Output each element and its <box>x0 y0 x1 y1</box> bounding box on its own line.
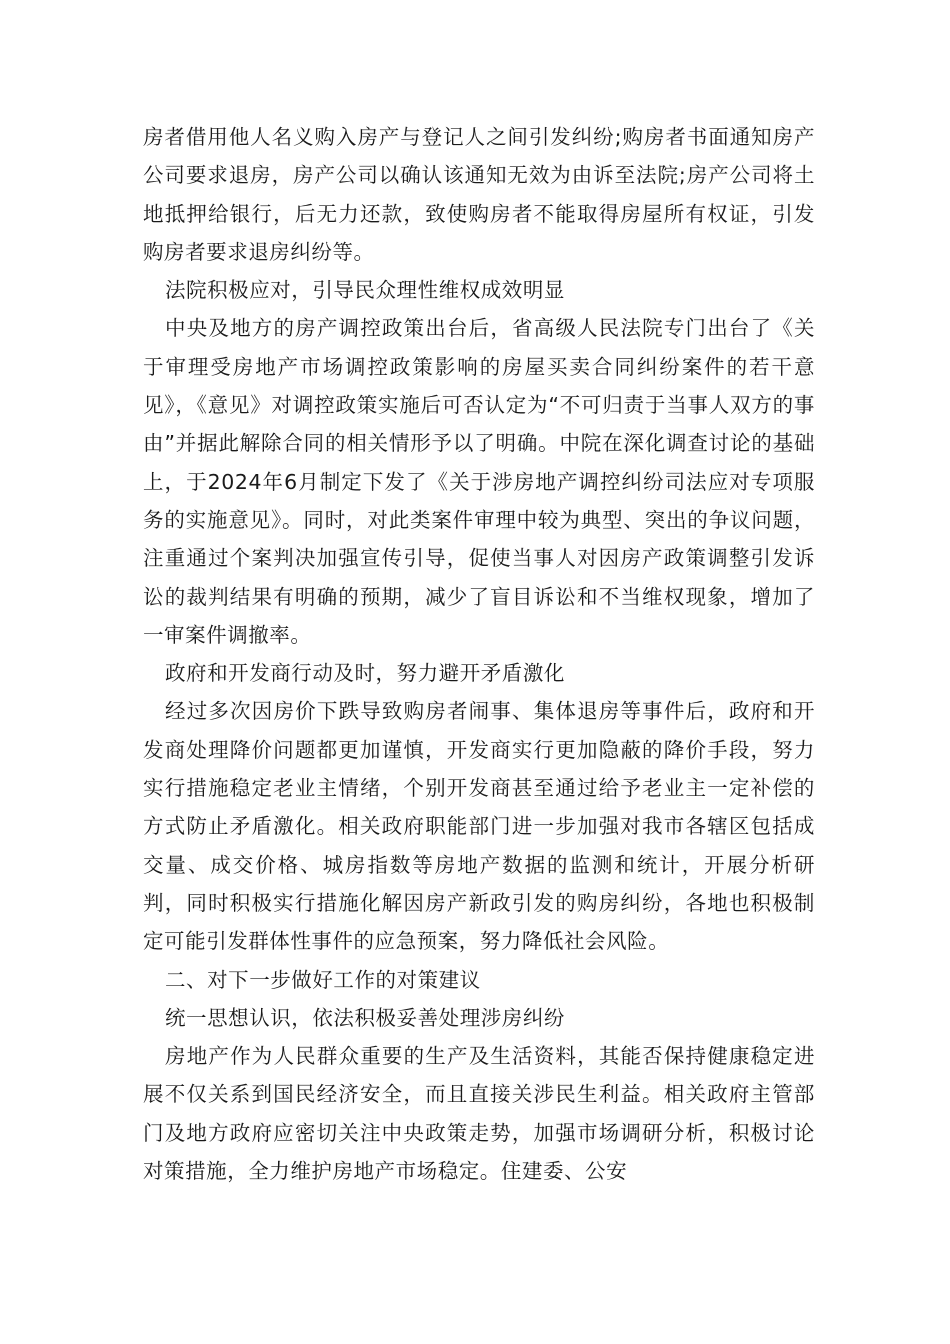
heading-government-developers: 政府和开发商行动及时，努力避开矛盾激化 <box>165 661 565 686</box>
paragraph-court-measures: 中央及地方的房产调控政策出台后，省高级人民法院专门出台了《关于审理受房地产市场调控政策影响的房屋买卖合同纠纷案件的若干意见》，《意见》对调控政策实施后可否认定为“不可归责于当事人双方的事由”并据此解除合同的相关情形予以了明确。中院在深化调查讨论的基础上，于2024年6月制定下发了《关于涉房地产调控纠纷司法应对专项服务的实施意见》。同时，对此类案件审理中较为典型、突出的争议问题，注重通过个案判决加强宣传引导，促使当事人对因房产政策调整引发诉讼的裁判结果有明确的预期，减少了盲目诉讼和不当维权现象，增加了一审案件调撤率。 <box>143 316 815 647</box>
paragraph-government-measures: 经过多次因房价下跌导致购房者闹事、集体退房等事件后，政府和开发商处理降价问题都更加谨慎，开发商实行更加隐蔽的降价手段，努力实行措施稳定老业主情绪，个别开发商甚至通过给予老业主一定补偿的方式防止矛盾激化。相关政府职能部门进一步加强对我市各辖区包括成交量、成交价格、城房指数等房地产数据的监测和统计，开展分析研判，同时积极实行措施化解因房产新政引发的购房纠纷，各地也积极制定可能引发群体性事件的应急预案，努力降低社会风险。 <box>143 699 815 954</box>
heading-unify-thinking: 统一思想认识，依法积极妥善处理涉房纠纷 <box>165 1005 565 1030</box>
heading-court-response: 法院积极应对，引导民众理性维权成效明显 <box>165 278 565 303</box>
paragraph-purchase-disputes: 房者借用他人名义购入房产与登记人之间引发纠纷;购房者书面通知房产公司要求退房，房产公司以确认该通知无效为由诉至法院;房产公司将土地抵押给银行，后无力还款，致使购房者不能取得房屋所有权证，引发购房者要求退房纠纷等。 <box>143 125 815 264</box>
paragraph-real-estate-stability: 房地产作为人民群众重要的生产及生活资料，其能否保持健康稳定进展不仅关系到国民经济安全，而且直接关涉民生利益。相关政府主管部门及地方政府应密切关注中央政策走势，加强市场调研分析，积极讨论对策措施，全力维护房地产市场稳定。住建委、公安 <box>143 1044 815 1184</box>
section-heading-recommendations: 二、对下一步做好工作的对策建议 <box>165 967 481 992</box>
document-page <box>143 118 815 1190</box>
